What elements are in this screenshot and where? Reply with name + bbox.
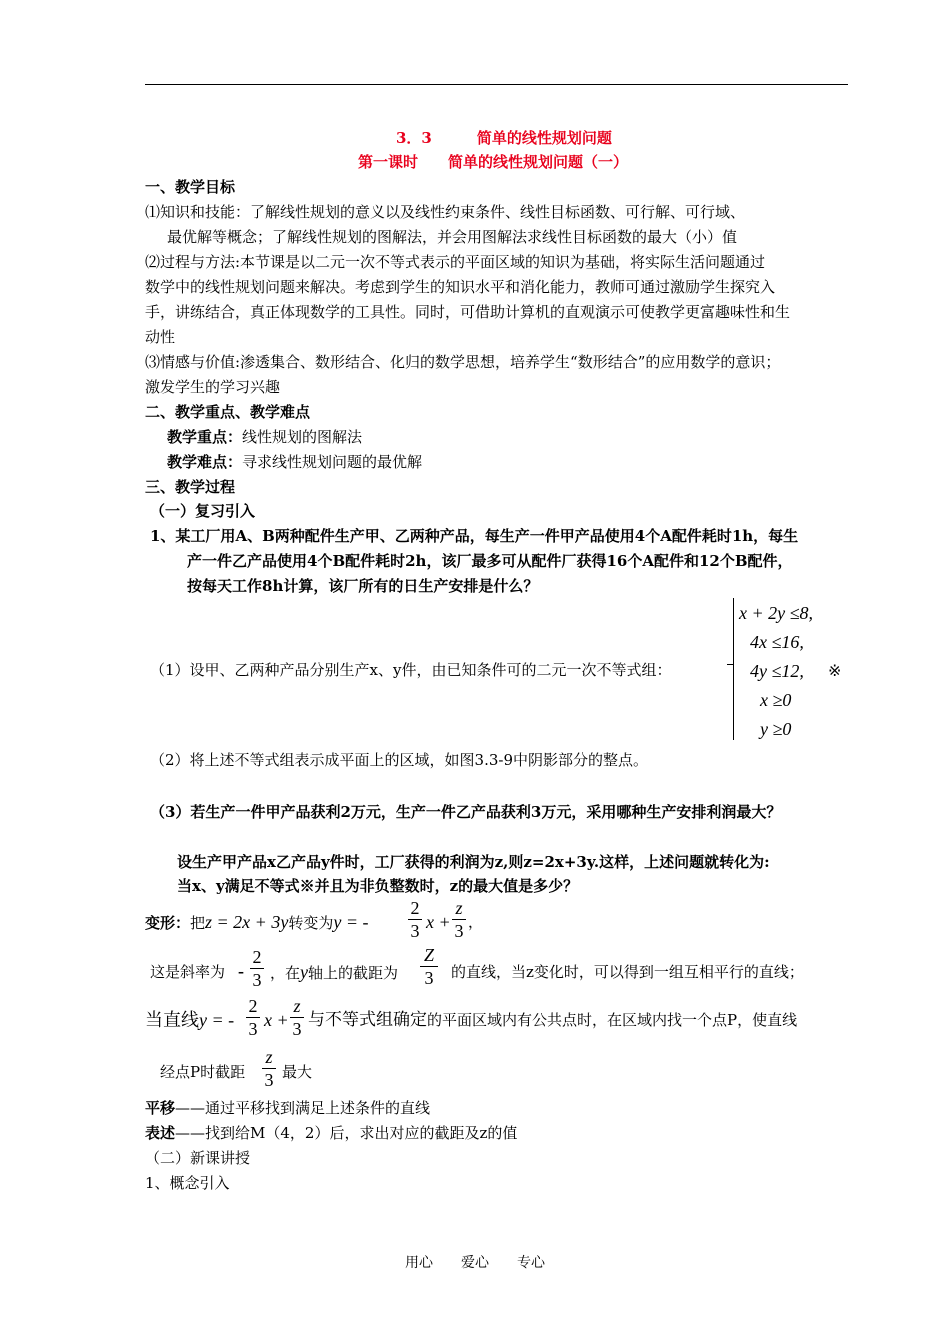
section-heading-goals: 一、教学目标 [145,178,236,196]
statement-label: 表述 [145,1124,176,1142]
transform-y-equals: y = - [333,912,369,932]
section-heading-process: 三、教学过程 [145,478,236,496]
slope-suffix: 的直线，当z变化时，可以得到一组互相平行的直线； [451,963,804,981]
pass-prefix: 经点P时截距 [160,1063,246,1081]
transform-comma: ， [468,913,484,931]
transform-text-1: 把 [190,914,206,932]
key-point-row [167,427,362,447]
inequality-4: x ≥0 [760,690,792,710]
key-point-label: 教学重点： [167,428,243,446]
subsection-review: （一）复习引入 [150,502,256,520]
when-row [145,1010,234,1031]
key-point-text: 线性规划的图解法 [242,428,363,446]
problem-1-line-1: 1、某工厂用A、B两种配件生产甲、乙两种产品，每生产一件甲产品使用4个A配件耗时1h，每生 [150,527,799,545]
when-x-plus: x + [264,1010,289,1030]
footer-word-2: 爱心 [461,1255,489,1271]
when-middle: 与不等式组确定 [308,1010,427,1030]
fraction-two-thirds-c: 2 3 [246,996,260,1039]
slope-prefix: 这是斜率为 [150,963,226,981]
goal-2-line-2: 数学中的线性规划问题来解决。考虑到学生的知识水平和消化能力，教师可通过激励学生探究入 [145,278,776,296]
transform-x-plus: x + [426,912,451,932]
lesson-subtitle: 第一课时 简单的线性规划问题（一） [358,153,629,171]
difficulty-label: 教学难点： [167,453,243,471]
when-prefix: 当直线 [145,1010,199,1031]
when-suffix: 的平面区域内有公共点时，在区域内找一个点P，使直线 [427,1011,798,1029]
footer-word-1: 用心 [405,1255,433,1271]
translate-text: ——通过平移找到满足上述条件的直线 [175,1099,431,1117]
fraction-z-thirds-c: z 3 [262,1047,276,1090]
assumption-line-2: 当x、y满足不等式※并且为非负整数时，z的最大值是多少？ [177,877,579,895]
goal-2-line-1: ⑵过程与方法:本节课是以二元一次不等式表示的平面区域的知识为基础，将实际生活问题通过 [145,253,766,271]
slope-text-1: ，在y轴上的截距为 [270,962,399,982]
translate-row [145,1098,430,1118]
fraction-Z-thirds: Z 3 [420,945,438,988]
slope-minus: - [238,961,244,981]
step-3-text: （3）若生产一件甲产品获利2万元，生产一件乙产品获利3万元，采用哪种生产安排利润最大？ [150,803,782,821]
translate-label: 平移 [145,1099,176,1117]
slope-y-variable: y [300,962,309,982]
goal-1-line-2: 最优解等概念；了解线性规划的图解法，并会用图解法求线性目标函数的最大（小）值 [167,228,738,246]
inequality-3: 4y ≤12, [750,661,804,681]
difficulty-text: 寻求线性规划问题的最优解 [242,453,423,471]
goal-3-line-1: ⑶情感与价值:渗透集合、数形结合、化归的数学思想，培养学生“数形结合”的应用数学的意识； [145,353,781,371]
transform-expression: z = 2x + 3y [205,912,289,932]
fraction-z-thirds-a: z 3 [452,898,466,941]
reference-mark: ※ [828,661,842,680]
when-y-equals: y = - [199,1010,235,1030]
goal-3-line-2: 激发学生的学习兴趣 [145,378,281,396]
section-heading-key-points: 二、教学重点、教学难点 [145,403,311,421]
assumption-line-1: 设生产甲产品x乙产品y件时，工厂获得的利润为z,则z=2x+3y.这样，上述问题就转化为: [177,853,770,871]
inequality-2: 4x ≤16, [750,632,804,652]
lesson-title: 3．3 简单的线性规划问题 [396,129,612,147]
transform-label: 变形： [145,914,191,932]
inequality-5: y ≥0 [760,719,792,739]
fraction-two-thirds-a: 2 3 [408,898,422,941]
problem-1-line-3: 按每天工作8h计算，该厂所有的日生产安排是什么？ [187,577,539,595]
goal-2-line-4: 动性 [145,328,176,346]
fraction-two-thirds-b: 2 3 [250,947,264,990]
concept-intro: 1、概念引入 [145,1174,230,1192]
statement-text: ——找到给M（4，2）后，求出对应的截距及z的值 [175,1124,518,1142]
subsection-new-lesson: （二）新课讲授 [145,1149,251,1167]
transform-text-2: 转变为 [288,914,334,932]
page-footer [0,1252,950,1272]
footer-word-3: 专心 [517,1255,545,1271]
step-1-text: （1）设甲、乙两种产品分别生产x、y件，由已知条件可的二元一次不等式组： [150,661,672,679]
goal-2-line-3: 手，讲练结合，真正体现数学的工具性。同时，可借助计算机的直观演示可使教学更富趣味性和生 [145,303,791,321]
goal-1-line-1: ⑴知识和技能：了解线性规划的意义以及线性约束条件、线性目标函数、可行解、可行域、 [145,203,746,221]
fraction-z-thirds-b: z 3 [290,996,304,1039]
step-2-text: （2）将上述不等式组表示成平面上的区域，如图3.3-9中阴影部分的整点。 [150,751,649,769]
transform-row [145,912,368,933]
difficulty-row [167,452,422,472]
problem-1-line-2: 产一件乙产品使用4个B配件耗时2h，该厂最多可从配件厂获得16个A配件和12个B配件， [187,552,793,570]
header-rule [145,84,848,85]
statement-row [145,1123,517,1143]
inequality-1: x + 2y ≤8, [739,603,814,623]
when-suffix-row [308,1010,797,1030]
pass-suffix: 最大 [282,1063,313,1081]
